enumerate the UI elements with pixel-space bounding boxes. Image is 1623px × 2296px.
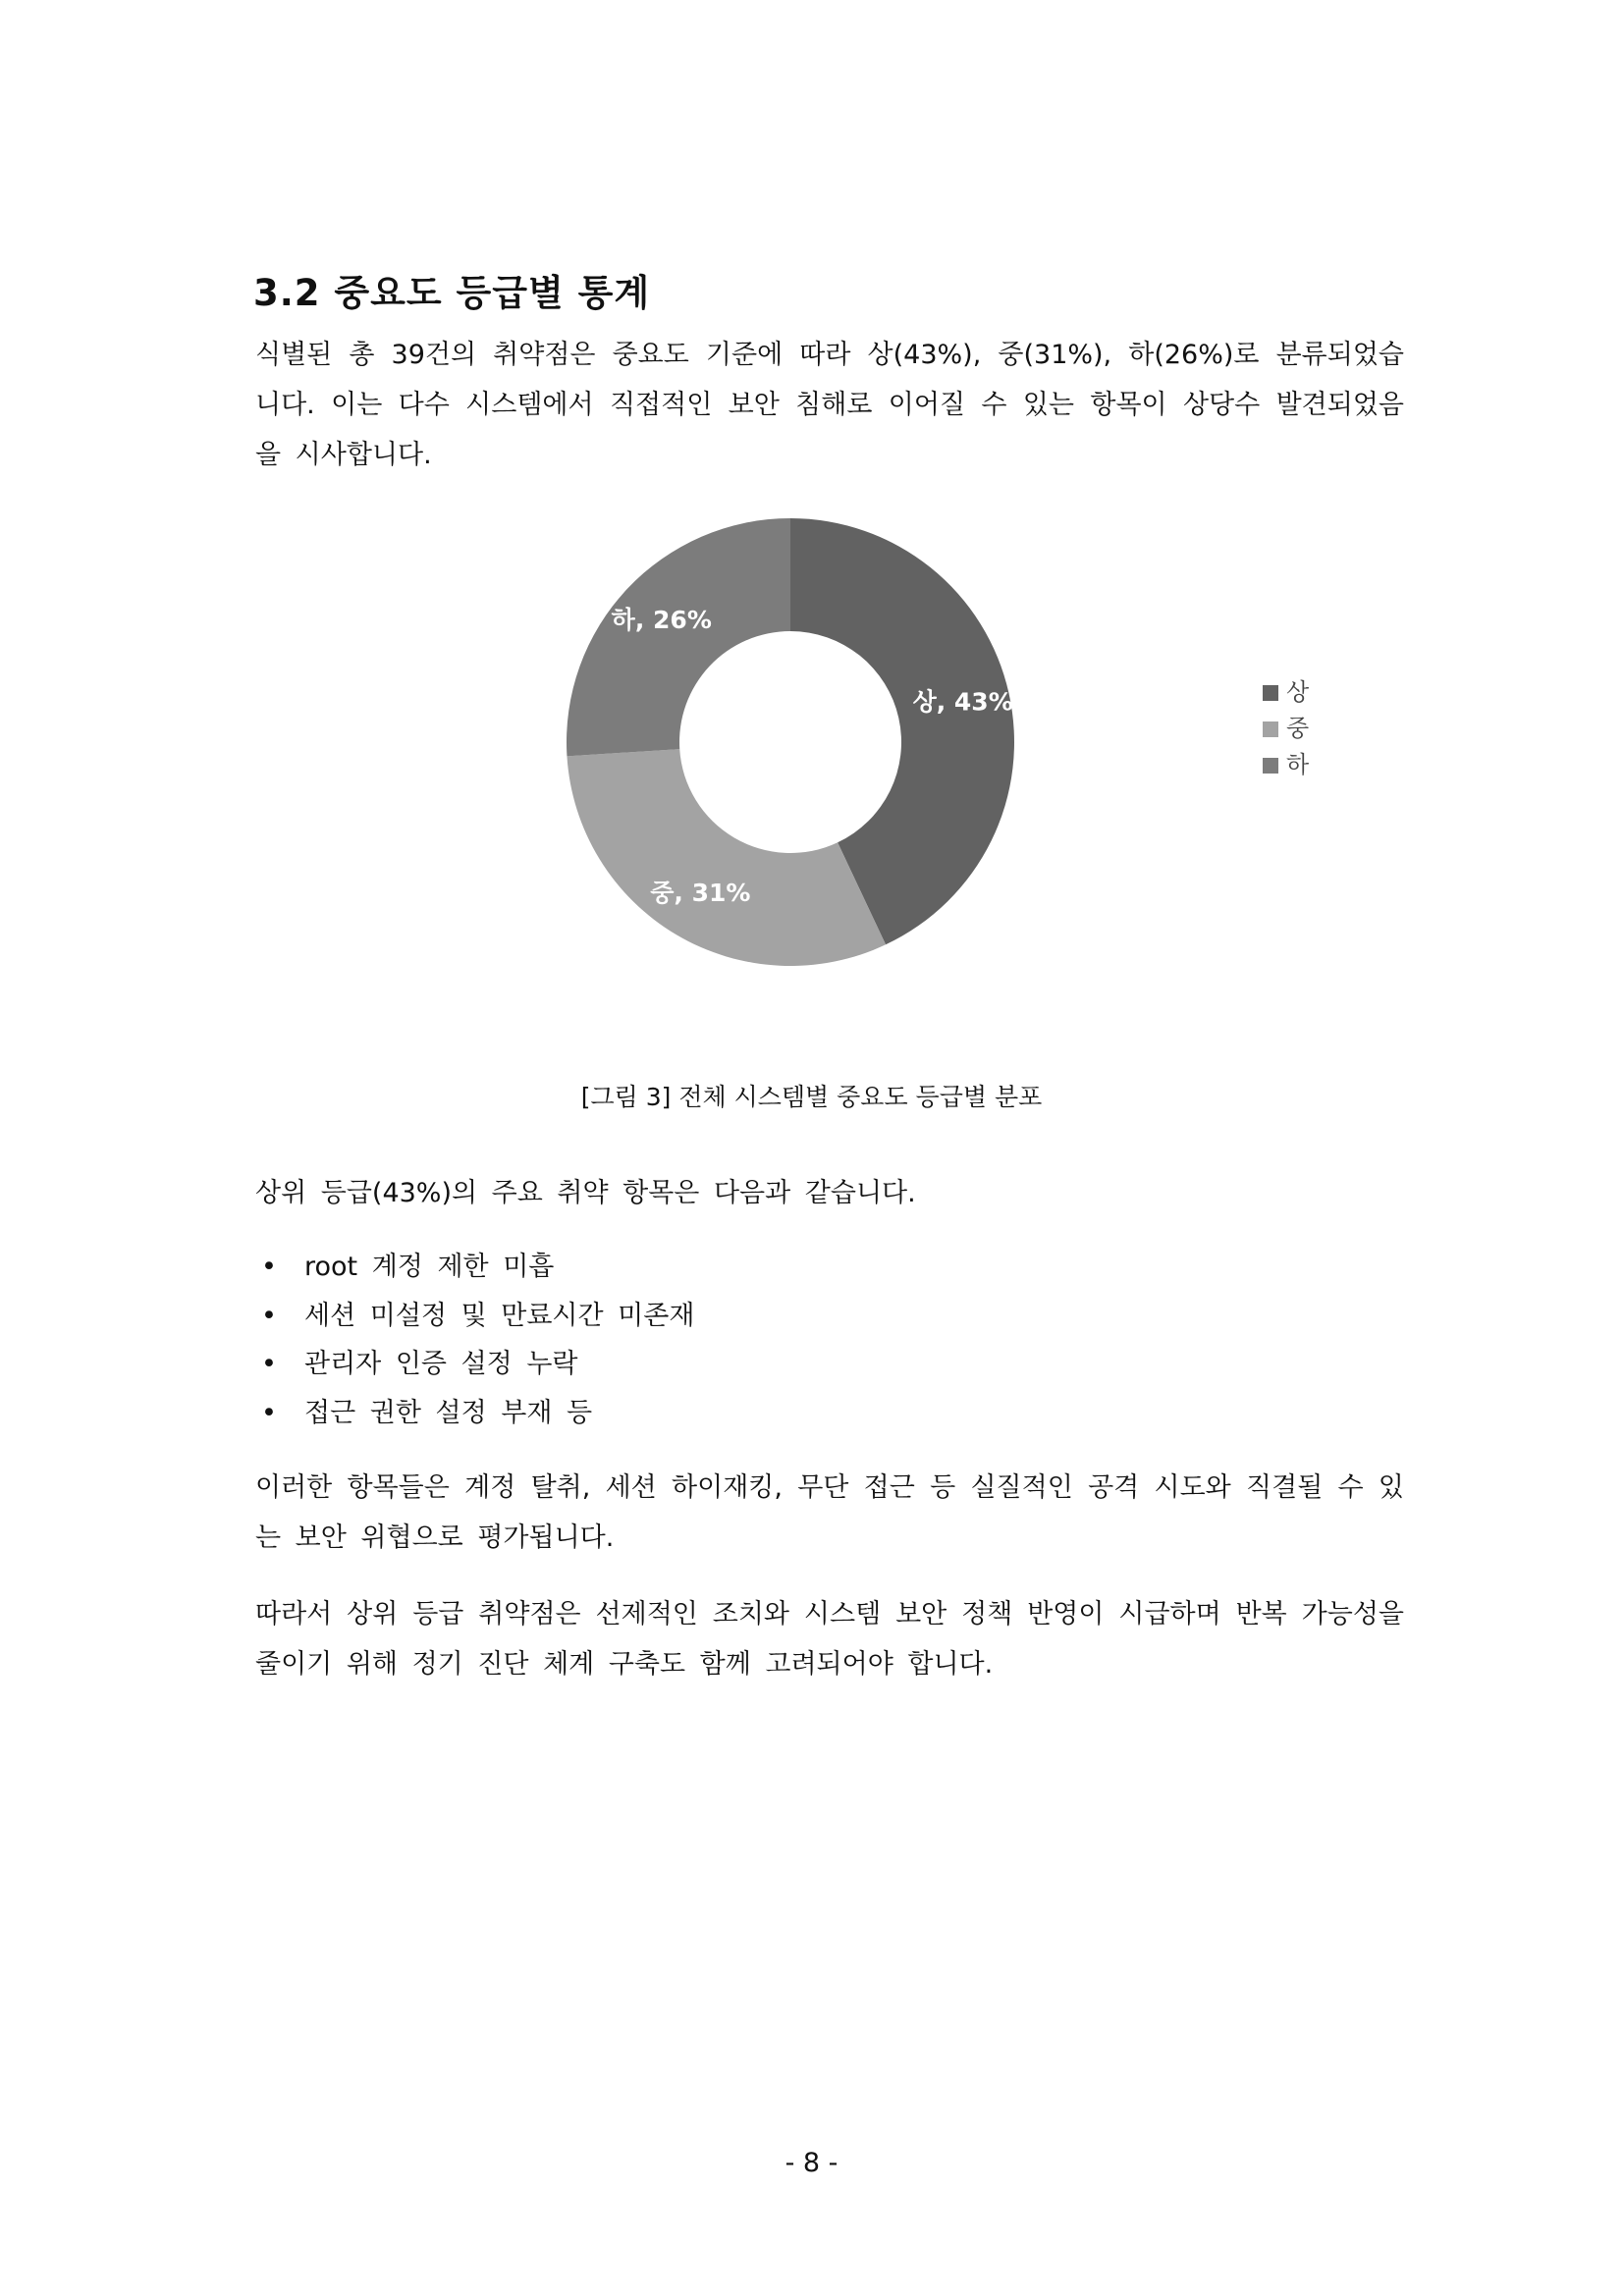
intro-paragraph: 식별된 총 39건의 취약점은 중요도 기준에 따라 상(43%), 중(31%), 하(26%)로 분류되었습니다. 이는 다수 시스템에서 직접적인 보안 침해로 이어질 수 있는 항목이 상당수 발견되었음을 시사합니다. (255, 340, 1404, 470)
top-items-list (253, 1243, 694, 1437)
bullet-marker: • (261, 1349, 277, 1379)
list-item-text: 세션 미설정 및 만료시간 미존재 (304, 1300, 695, 1331)
legend-label-1: 상 (1286, 678, 1310, 706)
list-item-text: 접근 권한 설정 부재 등 (304, 1397, 593, 1428)
list-item (253, 1292, 694, 1341)
donut-slice-2 (567, 749, 886, 966)
page-number: - 8 - (784, 2148, 839, 2178)
legend-swatch-2 (1263, 721, 1278, 737)
data-label-1: 상, 43% (912, 687, 1013, 717)
top-items-intro: 상위 등급(43%)의 주요 취약 항목은 다음과 같습니다. (255, 1178, 916, 1208)
legend-swatch-3 (1263, 758, 1278, 774)
list-item-text: root 계정 제한 미흡 (304, 1252, 555, 1282)
figure-caption: [그림 3] 전체 시스템별 중요도 등급별 분포 (580, 1083, 1043, 1111)
bullet-marker: • (261, 1397, 277, 1428)
bullet-marker: • (261, 1252, 277, 1282)
conclusion-paragraph: 따라서 상위 등급 취약점은 선제적인 조치와 시스템 보안 정책 반영이 시급하며 반복 가능성을 줄이기 위해 정기 진단 체계 구축도 함께 고려되어야 합니다. (255, 1599, 1404, 1680)
donut-chart-svg (550, 499, 1335, 980)
data-label-3: 하, 26% (611, 605, 712, 634)
list-item (253, 1389, 694, 1438)
data-label-2: 중, 31% (650, 878, 751, 907)
legend-label-2: 중 (1286, 715, 1310, 742)
severity-donut-chart (550, 499, 1335, 980)
list-item (253, 1243, 694, 1292)
legend-swatch-1 (1263, 685, 1278, 701)
legend-label-3: 하 (1286, 751, 1310, 778)
section-title: 3.2 중요도 등급별 통계 (253, 272, 651, 314)
bullet-marker: • (261, 1300, 277, 1331)
list-item-text: 관리자 인증 설정 누락 (304, 1349, 578, 1379)
list-item (253, 1340, 694, 1389)
risk-paragraph: 이러한 항목들은 계정 탈취, 세션 하이재킹, 무단 접근 등 실질적인 공격 시도와 직결될 수 있는 보안 위협으로 평가됩니다. (255, 1472, 1404, 1553)
donut-slice-3 (567, 518, 790, 756)
